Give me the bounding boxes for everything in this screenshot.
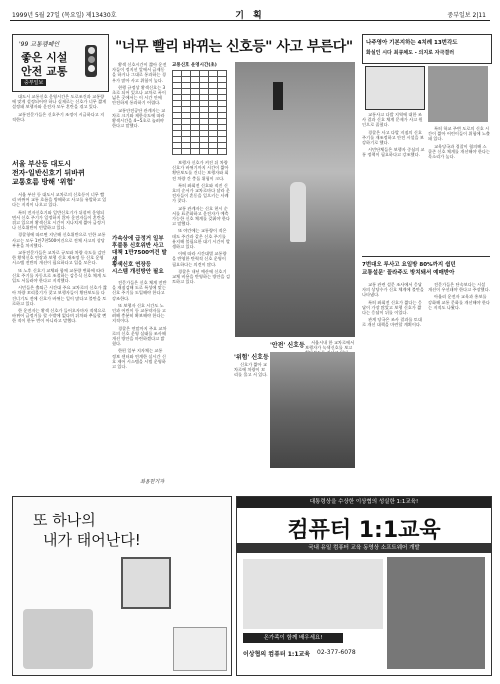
signal-time-grid	[172, 70, 227, 155]
ad-right-banner: 국내 유일 컴퓨터 교육 동영상 소프트웨어 개발	[237, 543, 491, 553]
middle-column-body-2: 전문가들은 신호 체계 전반을 재점검해 도로 특성에 맞는 신호 주기를 도입해야 한다고 강조한다. 또 보행자 신호 시간도 노인과 어린이 등 교통약자를 고려해 충분히 확보해야 한다는 지적이다. 경찰은 연말까지 주요 교차로의 신호 운영 실태를 조사해 개선 방안을 마련하겠다고 밝혔다. 한편 일부 지자체는 교통 정보 센터와 연계한 실시간 신호 제어 시스템을 시범 운영하고 있다.	[112, 280, 167, 370]
table-title: 교통신호 운영시간(초)	[172, 63, 217, 68]
side-photo	[428, 66, 488, 122]
campaign-title-1: 좋은 시설	[21, 51, 68, 64]
page-number: 중부일보 2|11	[447, 12, 486, 19]
campaign-badge: '99 교통캠페인	[19, 41, 60, 48]
ad-right-title: 컴퓨터 1:1교육	[287, 518, 441, 543]
side-lead-2: 화실인 시다 최큐체도 - 의지로 자극결러	[366, 50, 455, 56]
signal-table	[172, 62, 230, 155]
ad-right-phone: 02-377-6078	[317, 649, 356, 656]
campaign-sponsor: 중부일보	[21, 79, 46, 86]
danger-caption-text: 신호가 짧아 교차로에 차량이 꼬리를 물고 서 있다.	[234, 362, 268, 378]
traffic-light-icon	[85, 45, 97, 77]
subhead-cities: 서울 부산등 대도시 전자·일반신호기 뒤바뀌 교통호름 방해 '위험'	[12, 160, 85, 186]
side-article-body: 교통 관련 설문 조사에서 응답자의 상당수가 신호 체계에 불만을 나타냈다. 특히 좌회전 신호가 짧다는 응답이 가장 많았고 보행 신호가 짧다는 응답이 뒤를 이었다. 관계 당국은 조사 결과를 토대로 개선 대책을 마련할 계획이다.	[362, 282, 424, 328]
right-column-body-2: 특히 학교 주변 도로의 신호 시간이 짧아 어린이들이 위험에 노출돼 있다. 교육당국과 경찰이 협의해 스쿨존 신호 체계를 개선해야 한다는 목소리가 높다.	[428, 126, 490, 160]
ad-right	[236, 496, 492, 676]
issue-date: 1999년 5월 27일 (목요일) 제13430호	[12, 12, 117, 19]
campaign-logo	[12, 34, 109, 92]
side-map-figure	[365, 66, 425, 110]
ad-right-box: 온가족이 함께 배우세요!	[243, 633, 343, 643]
side-lead: 나주영아 기본지하는 4치례 13번각도	[366, 40, 458, 46]
ad-left-figures	[23, 609, 93, 669]
reporter-byline: 최용헌기자	[140, 479, 165, 485]
photo-caption-danger: '위험' 신호등	[234, 354, 269, 361]
middle-column-body: 황색 신호시간이 짧아 운전자들이 정지선 앞에서 급제동을 하거나 그대로 통과하는 경우가 많아 사고 위험이 높다. 현행 규정상 황색신호는 3초로 되어 있으나 교차로 폭이 넓은 곳에서는 이 시간 안에 안전하게 통과하기 어렵다. 교통안전공단 관계자는 교차로 크기와 제한속도에 따라 황색시간을 4~5초로 늘려야 한다고 말했다.	[112, 62, 167, 129]
ad-right-tagline: 대통령상을 수상한 이상협의 성실한 1:1교육!	[237, 497, 491, 508]
campaign-title-2: 안전 교통	[21, 65, 68, 78]
photo-traffic-jam	[270, 352, 355, 468]
side-headline: 7번대오 루사고 요일방 80%까지 쉽던 교통설문' 꼴라주도 방치돼서 예매받아	[362, 256, 490, 276]
intro-paragraph: 대도시 교통신호 운영시간은 도로조건과 교통량에 맞게 설정되어야 하나 실제로는 신호가 너무 짧게 설정돼 보행자와 운전자 모두 혼란을 겪고 있다. 교통전문가들은 신호주기 조정이 시급하다고 지적한다.	[12, 94, 107, 122]
ad-left-panel	[173, 627, 227, 671]
ad-left-line2: 내가 태어난다!	[43, 531, 141, 549]
section-title: 기 획	[235, 11, 265, 21]
right-column-body: 교통사고 다발 지역에 대한 조사 결과 신호 체계 문제가 사고 원인으로 꼽혔다. 경찰은 사고 다발 지점의 신호 주기를 재조정하고 안전 시설을 보강하기로 했다. 시민단체들은 보행자 중심의 교통 정책이 필요하다고 강조했다.	[362, 112, 425, 158]
course-list	[243, 559, 383, 629]
side-lead-box	[362, 34, 492, 64]
main-headline: "너무 빨리 바뀌는 신호등" 사고 부른다"	[115, 39, 353, 55]
third-column-body: 보행자 신호가 켜진 뒤 차량 신호가 바뀌기까지 시간이 짧아 횡단보도를 건너는 보행자와 회전 차량 간 충돌 위험이 크다. 특히 좌회전 신호와 직진 신호의 순서가 교차로마다 달라 운전자들이 혼동을 일으키는 사례가 잦다. 교통 관계자는 신호 현시 순서를 표준화하고 운전자가 예측 가능한 신호 체계를 갖춰야 한다고 말했다. 또 야간에는 교통량이 적은데도 주간과 같은 신호 주기를 유지해 불필요한 대기 시간이 발생하고 있다. 이에 따라 시간대별 교통량을 반영한 탄력적 신호 운영이 필요하다는 의견이 많다. 경찰은 내년 예산에 신호기 교체 비용을 반영하는 방안을 검토하고 있다.	[172, 160, 230, 285]
book-stack-image	[387, 557, 485, 669]
left-column-body: 서울 부산 등 대도시 교차로의 신호등이 너무 빨리 바뀌어 교통 흐름을 방해하고 사고를 유발하고 있다는 지적이 나오고 있다. 특히 전자신호기와 일반신호기가 뒤섞여 운영되면서 신호 주기가 일정하지 않아 운전자들이 혼란을 겪고 있으며 황색신호 시간이 지나치게 짧아 급정거나 신호위반이 빈발하고 있다. 경찰청에 따르면 지난해 신호위반으로 인한 교통사고는 모두 1만7천500여건으로 전체 사고의 상당 부분을 차지했다. 교통전문가들은 교차로 규모와 차량 속도를 감안한 황색신호 연장과 보행 신호 재조정 등 신호 운영 시스템 전반의 개선이 필요하다고 입을 모은다. 또 노후 신호기 교체와 함께 교통량 변화에 따라 신호 주기를 자동으로 조절하는 감응식 신호 체계 도입도 서둘러야 한다고 지적했다. 시민들은 출퇴근 시간대 주요 교차로의 신호가 짧아 차량 꼬리물기가 잦고 보행자들이 횡단보도를 다 건너기도 전에 신호가 바뀌는 일이 많다고 불만을 토로하고 있다. 한 운전자는 황색 신호가 들어오자마자 적색으로 바뀌어 급정거를 할 수밖에 없다며 뒤차와 추돌할 뻔한 적이 한두 번이 아니라고 말했다.	[12, 192, 107, 324]
photo-caption-text: 서울시내 한 교차로에서 보행자가 녹색신호를 보고	[305, 340, 355, 351]
handprint-frame	[121, 557, 171, 609]
ad-left-line1: 또 하나의	[33, 511, 96, 529]
photo-caption-safe: '안전' 신호등	[270, 342, 305, 349]
ad-left	[12, 496, 232, 676]
signal-pole-icon	[273, 82, 283, 110]
side-article-body-2: 전문가들은 단속보다는 시설 개선이 우선돼야 한다고 주장했다. 아울러 운전자 교육과 홍보를 강화해 교통 문화를 개선해야 한다는 지적도 나왔다.	[428, 282, 490, 310]
main-photo-pedestrian	[235, 62, 355, 337]
subhead-solution: 황색신호 연장등 시스템 개선방안 필요	[112, 262, 164, 275]
pedestrian-figure	[290, 182, 306, 242]
subhead-accidents: 가속상에 급정거 일부 후불통 신호위반 사고 대책 1만7500여건 발생	[112, 236, 167, 263]
ad-right-institute: 이상협의 컴퓨터 1:1교육	[243, 651, 311, 658]
